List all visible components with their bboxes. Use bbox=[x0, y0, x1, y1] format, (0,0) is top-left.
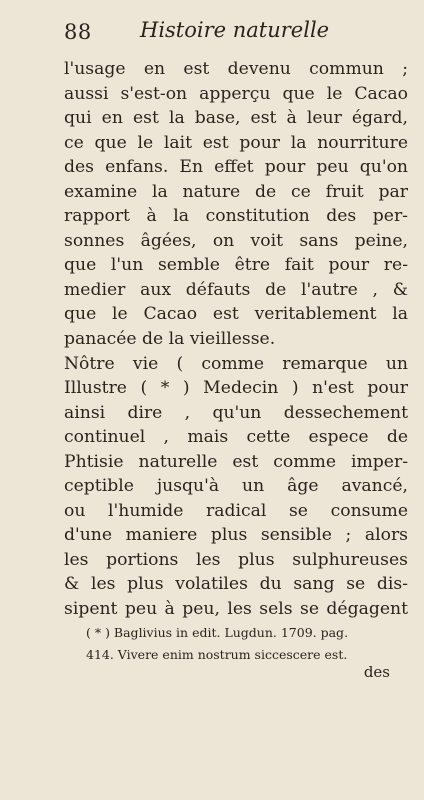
footnote-line: 414. Vivere enim nostrum siccescere est. bbox=[86, 647, 348, 662]
text-line: examine la nature de ce fruit par bbox=[64, 181, 408, 202]
text-line: panacée de la vieillesse. bbox=[64, 329, 276, 350]
text-line: aussi s'est-on apperçu que le Cacao bbox=[64, 83, 408, 104]
text-line: que l'un semble être fait pour re- bbox=[64, 255, 408, 276]
footnote-line: ( * ) Baglivius in edit. Lugdun. 1709. pag. bbox=[86, 625, 349, 640]
footnote bbox=[86, 622, 396, 666]
text-line: ou l'humide radical se consume bbox=[64, 500, 408, 521]
body-text bbox=[64, 57, 408, 622]
text-line: sonnes âgées, on voit sans peine, bbox=[64, 230, 408, 251]
text-line: ceptible jusqu'à un âge avancé, bbox=[64, 476, 408, 497]
page-header bbox=[62, 14, 362, 48]
text-line: continuel , mais cette espece de bbox=[64, 427, 408, 448]
text-line: les portions les plus sulphureuses bbox=[64, 549, 408, 570]
text-line: medier aux défauts de l'autre , & bbox=[64, 279, 408, 300]
text-line: ainsi dire , qu'un dessechement bbox=[64, 402, 408, 423]
text-line: ce que le lait est pour la nourriture bbox=[64, 132, 408, 153]
text-line: & les plus volatiles du sang se dis- bbox=[64, 574, 408, 595]
text-line: que le Cacao est veritablement la bbox=[64, 304, 408, 325]
text-line: l'usage en est devenu commun ; bbox=[64, 59, 408, 79]
text-line: sipent peu à peu, les sels se dégagent bbox=[64, 599, 408, 620]
catchword: des bbox=[363, 663, 390, 681]
page-number: 88 bbox=[64, 20, 92, 44]
text-line: Illustre ( * ) Medecin ) n'est pour bbox=[64, 378, 408, 399]
text-line: rapport à la constitution des per- bbox=[64, 206, 408, 227]
text-line: Nôtre vie ( comme remarque un bbox=[64, 353, 408, 374]
text-line: Phtisie naturelle est comme imper- bbox=[64, 451, 408, 472]
running-title: Histoire naturelle bbox=[140, 18, 330, 42]
text-line: qui en est la base, est à leur égard, bbox=[64, 108, 408, 129]
text-line: d'une maniere plus sensible ; alors bbox=[64, 525, 408, 546]
text-line: des enfans. En effet pour peu qu'on bbox=[64, 157, 408, 178]
